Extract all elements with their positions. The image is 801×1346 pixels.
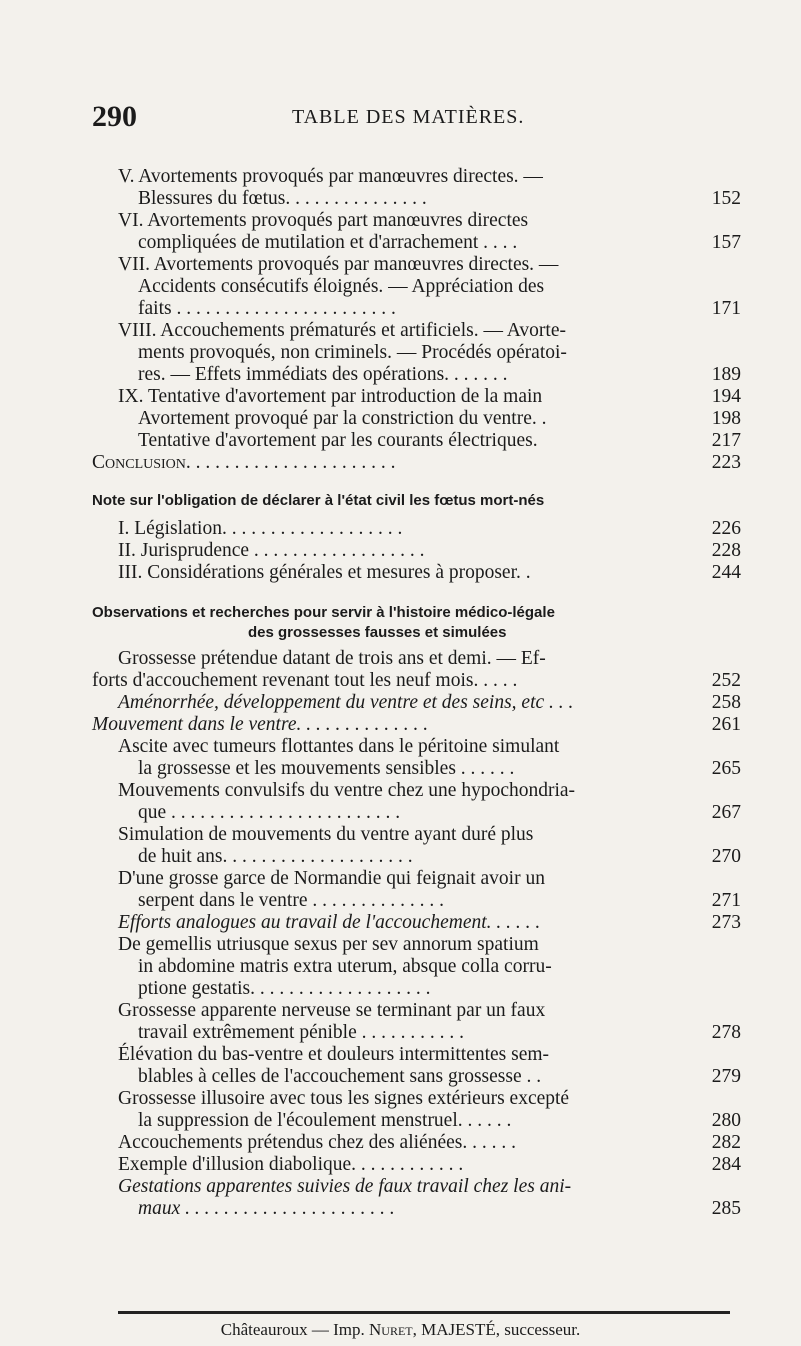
toc-line: Exemple d'illusion diabolique. . . . . . . . . . . . (118, 1154, 464, 1175)
toc-line: compliquées de mutilation et d'arrachement . . . . (138, 232, 518, 253)
toc-page: 280 (711, 1110, 741, 1131)
toc-page: 261 (711, 714, 741, 735)
toc-line: serpent dans le ventre . . . . . . . . . . . . . . (138, 890, 444, 911)
toc-page: 284 (711, 1154, 741, 1175)
printer-imprint (0, 1320, 801, 1340)
toc-line: VIII. Accouchements prématurés et artificiels. — Avorte- (118, 320, 566, 341)
imprint-name: Nuret (369, 1320, 413, 1339)
imprint-text: , MAJESTÉ, successeur. (412, 1320, 581, 1339)
toc-page: 267 (711, 802, 741, 823)
toc-line: la suppression de l'écoulement menstruel. . . . . . (138, 1110, 512, 1131)
toc-line: travail extrêmement pénible . . . . . . . . . . . (138, 1022, 464, 1043)
imprint-text: Châteauroux — Imp. (220, 1320, 369, 1339)
toc-page: 217 (711, 430, 741, 451)
toc-line: D'une grosse garce de Normandie qui feignait avoir un (118, 868, 545, 889)
toc-page: 282 (711, 1132, 741, 1153)
toc-line: Accouchements prétendus chez des aliénées. . . . . . (118, 1132, 516, 1153)
running-title: TABLE DES MATIÈRES. (292, 106, 525, 128)
toc-line: II. Jurisprudence . . . . . . . . . . . . . . . . . . (118, 540, 425, 561)
toc-line: Grossesse illusoire avec tous les signes extérieurs excepté (118, 1088, 570, 1109)
toc-line: VI. Avortements provoqués part manœuvres directes (118, 210, 529, 231)
toc-line: Conclusion. . . . . . . . . . . . . . . . . . . . . . (92, 452, 396, 473)
toc-line: faits . . . . . . . . . . . . . . . . . . . . . . . (138, 298, 396, 319)
toc-page: 228 (711, 540, 741, 561)
toc-line: ptione gestatis. . . . . . . . . . . . . . . . . . . (138, 978, 431, 999)
toc-page: 171 (711, 298, 741, 319)
section-heading: Note sur l'obligation de déclarer à l'état civil les fœtus mort-nés (92, 492, 545, 509)
toc-page: 265 (711, 758, 741, 779)
toc-line: I. Législation. . . . . . . . . . . . . . . . . . . (118, 518, 403, 539)
toc-line: VII. Avortements provoqués par manœuvres directes. — (118, 254, 559, 275)
toc-line: Mouvements convulsifs du ventre chez une hypochondria- (118, 780, 576, 801)
toc-line: res. — Effets immédiats des opérations. . . . . . . (138, 364, 508, 385)
toc-line: IX. Tentative d'avortement par introduction de la main (118, 386, 543, 407)
toc-line: Tentative d'avortement par les courants électriques. (138, 430, 538, 451)
toc-page: 244 (711, 562, 741, 583)
toc-line: Élévation du bas-ventre et douleurs intermittentes sem- (118, 1044, 550, 1065)
toc-page: 271 (711, 890, 741, 911)
toc-page: 273 (711, 912, 741, 933)
toc-line: blables à celles de l'accouchement sans grossesse . . (138, 1066, 542, 1087)
toc-page: 157 (711, 232, 741, 253)
toc-line: maux . . . . . . . . . . . . . . . . . . . . . . (138, 1198, 395, 1219)
toc-line: Simulation de mouvements du ventre ayant duré plus (118, 824, 534, 845)
page-number: 290 (92, 100, 137, 133)
toc-line: Grossesse apparente nerveuse se terminant par un faux (118, 1000, 546, 1021)
toc-line: Blessures du fœtus. . . . . . . . . . . . . . . (138, 188, 427, 209)
section-heading: Observations et recherches pour servir à l'histoire médico-légale (92, 604, 555, 621)
toc-line: in abdomine matris extra uterum, absque colla corru- (138, 956, 552, 977)
toc-line: III. Considérations générales et mesures à proposer. . (118, 562, 531, 583)
toc-page: 198 (711, 408, 741, 429)
toc-page: 152 (711, 188, 741, 209)
toc-line: Efforts analogues au travail de l'accouchement. . . . . . (118, 912, 541, 933)
toc-line: Grossesse prétendue datant de trois ans et demi. — Ef- (118, 648, 546, 669)
toc-page: 223 (711, 452, 741, 473)
toc-page: 285 (711, 1198, 741, 1219)
toc-line: la grossesse et les mouvements sensibles . . . . . . (138, 758, 515, 779)
toc-page: 226 (711, 518, 741, 539)
toc-page: 270 (711, 846, 741, 867)
toc-line: Accidents consécutifs éloignés. — Appréciation des (138, 276, 545, 297)
toc-line: V. Avortements provoqués par manœuvres directes. — (118, 166, 543, 187)
toc-line: que . . . . . . . . . . . . . . . . . . . . . . . . (138, 802, 401, 823)
toc-line: Avortement provoqué par la constriction du ventre. . (138, 408, 547, 429)
section-heading: des grossesses fausses et simulées (248, 624, 507, 641)
footer-rule (118, 1311, 730, 1314)
toc-line: Mouvement dans le ventre. . . . . . . . . . . . . . (92, 714, 429, 735)
toc-page: 194 (711, 386, 741, 407)
toc-line: Aménorrhée, développement du ventre et des seins, etc . . . (118, 692, 574, 713)
toc-line: forts d'accouchement revenant tout les neuf mois. . . . . (92, 670, 518, 691)
toc-page: 258 (711, 692, 741, 713)
toc-line: ments provoqués, non criminels. — Procédés opératoi- (138, 342, 567, 363)
toc-page: 278 (711, 1022, 741, 1043)
toc-line: Gestations apparentes suivies de faux travail chez les ani- (118, 1176, 572, 1197)
page-header (92, 100, 732, 140)
toc-line: Ascite avec tumeurs flottantes dans le péritoine simulant (118, 736, 560, 757)
toc-page: 252 (711, 670, 741, 691)
toc-page: 189 (711, 364, 741, 385)
toc-page: 279 (711, 1066, 741, 1087)
toc-line: de huit ans. . . . . . . . . . . . . . . . . . . . (138, 846, 413, 867)
toc-line: De gemellis utriusque sexus per sev annorum spatium (118, 934, 539, 955)
